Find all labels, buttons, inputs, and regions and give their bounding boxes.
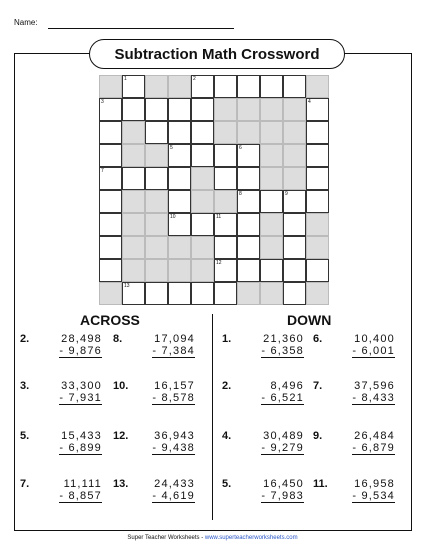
grid-cell[interactable]: [214, 259, 237, 282]
minuend: 36,943: [154, 430, 195, 442]
clue-number: 10: [170, 214, 176, 220]
down-problem: [222, 478, 304, 506]
subtrahend: - 6,001: [352, 345, 395, 357]
footer: [0, 535, 425, 541]
grid-cell[interactable]: [260, 190, 283, 213]
grid-cell-blocked: [306, 282, 329, 305]
grid-cell-blocked: [122, 213, 145, 236]
minuend: 21,360: [263, 333, 304, 345]
minuend: 11,111: [63, 478, 102, 490]
across-problem: [20, 430, 102, 458]
grid-cell[interactable]: [306, 190, 329, 213]
minuend: 24,433: [154, 478, 195, 490]
problem-number: 8.: [113, 333, 123, 345]
grid-cell[interactable]: [306, 167, 329, 190]
grid-cell[interactable]: [283, 259, 306, 282]
grid-cell[interactable]: [145, 98, 168, 121]
grid-cell[interactable]: [191, 144, 214, 167]
problem-number: 2.: [222, 380, 232, 392]
subtrahend: - 6,521: [261, 392, 304, 404]
footer-text: Super Teacher Worksheets -: [127, 535, 205, 541]
minuend: 8,496: [270, 380, 304, 392]
name-label: Name:: [14, 18, 38, 27]
grid-cell-blocked: [191, 236, 214, 259]
minuend: 16,450: [263, 478, 304, 490]
across-problem: [113, 380, 195, 408]
grid-cell-blocked: [306, 75, 329, 98]
grid-cell-blocked: [145, 213, 168, 236]
grid-cell[interactable]: [122, 75, 145, 98]
subtrahend: - 7,983: [261, 490, 304, 502]
subtrahend: - 9,534: [352, 490, 395, 502]
grid-cell-blocked: [260, 236, 283, 259]
grid-cell[interactable]: [122, 167, 145, 190]
subtrahend: - 8,433: [352, 392, 395, 404]
grid-cell-blocked: [145, 190, 168, 213]
grid-cell-blocked: [237, 121, 260, 144]
grid-cell[interactable]: [214, 236, 237, 259]
clue-number: 12: [216, 260, 222, 266]
grid-cell[interactable]: [306, 259, 329, 282]
grid-cell-blocked: [283, 98, 306, 121]
grid-cell[interactable]: [168, 190, 191, 213]
name-line[interactable]: [48, 28, 234, 29]
grid-cell[interactable]: [168, 121, 191, 144]
problem-number: 7.: [20, 478, 30, 490]
grid-cell[interactable]: [168, 213, 191, 236]
grid-cell[interactable]: [168, 282, 191, 305]
down-problem: [313, 380, 395, 408]
footer-link[interactable]: www.superteacherworksheets.com: [204, 535, 298, 541]
grid-cell-blocked: [283, 167, 306, 190]
subtrahend: - 9,279: [261, 442, 304, 454]
grid-cell[interactable]: [168, 144, 191, 167]
down-problem: [222, 333, 304, 361]
grid-cell[interactable]: [145, 121, 168, 144]
grid-cell[interactable]: [237, 213, 260, 236]
minuend: 37,596: [354, 380, 395, 392]
grid-cell[interactable]: [237, 259, 260, 282]
down-problem: [313, 478, 395, 506]
grid-cell[interactable]: [214, 167, 237, 190]
worksheet-title: Subtraction Math Crossword: [89, 39, 345, 69]
grid-cell-blocked: [145, 75, 168, 98]
grid-cell-blocked: [168, 259, 191, 282]
column-divider: [212, 314, 213, 520]
across-problem: [20, 333, 102, 361]
grid-cell[interactable]: [191, 121, 214, 144]
grid-cell[interactable]: [260, 75, 283, 98]
down-problem: [313, 333, 395, 361]
clue-number: 11: [216, 214, 222, 220]
grid-cell[interactable]: [306, 98, 329, 121]
grid-cell[interactable]: [283, 236, 306, 259]
grid-cell[interactable]: [283, 75, 306, 98]
across-problem: [113, 333, 195, 361]
grid-cell[interactable]: [306, 144, 329, 167]
grid-cell-blocked: [168, 236, 191, 259]
problem-number: 1.: [222, 333, 232, 345]
subtrahend: - 8,578: [152, 392, 195, 404]
grid-cell-blocked: [122, 190, 145, 213]
grid-cell[interactable]: [122, 282, 145, 305]
grid-cell-blocked: [260, 213, 283, 236]
grid-cell-blocked: [191, 259, 214, 282]
clue-number: 6: [239, 145, 242, 151]
clue-number: 9: [285, 191, 288, 197]
across-problem: [113, 478, 195, 506]
down-heading: DOWN: [287, 312, 332, 328]
grid-cell-blocked: [237, 282, 260, 305]
problem-number: 6.: [313, 333, 323, 345]
grid-cell-blocked: [306, 236, 329, 259]
problem-number: 10.: [113, 380, 129, 392]
grid-cell-blocked: [145, 236, 168, 259]
down-problem: [222, 380, 304, 408]
subtrahend: - 6,358: [261, 345, 304, 357]
grid-cell[interactable]: [260, 259, 283, 282]
grid-cell[interactable]: [237, 144, 260, 167]
grid-cell[interactable]: [99, 167, 122, 190]
grid-cell-blocked: [122, 121, 145, 144]
subtrahend: - 9,438: [152, 442, 195, 454]
down-problem: [222, 430, 304, 458]
grid-cell[interactable]: [99, 144, 122, 167]
clue-number: 3: [101, 99, 104, 105]
clue-number: 7: [101, 168, 104, 174]
grid-cell[interactable]: [214, 213, 237, 236]
grid-cell-blocked: [260, 121, 283, 144]
problem-number: 11.: [313, 478, 328, 490]
grid-cell-blocked: [191, 167, 214, 190]
grid-cell[interactable]: [306, 121, 329, 144]
grid-cell-blocked: [122, 144, 145, 167]
clue-number: 13: [124, 283, 130, 289]
subtrahend: - 9,876: [59, 345, 102, 357]
minuend: 33,300: [61, 380, 102, 392]
subtrahend: - 7,384: [152, 345, 195, 357]
clue-number: 4: [308, 99, 311, 105]
grid-cell-blocked: [214, 121, 237, 144]
grid-cell[interactable]: [191, 282, 214, 305]
grid-cell[interactable]: [283, 190, 306, 213]
grid-cell[interactable]: [191, 75, 214, 98]
grid-cell-blocked: [283, 144, 306, 167]
problem-number: 3.: [20, 380, 30, 392]
minuend: 15,433: [61, 430, 102, 442]
minuend: 16,958: [354, 478, 395, 490]
grid-cell[interactable]: [214, 144, 237, 167]
subtrahend: - 6,879: [352, 442, 395, 454]
grid-cell-blocked: [99, 75, 122, 98]
grid-cell[interactable]: [237, 190, 260, 213]
subtrahend: - 7,931: [59, 392, 102, 404]
grid-cell-blocked: [260, 167, 283, 190]
grid-cell-blocked: [237, 98, 260, 121]
problem-number: 5.: [20, 430, 30, 442]
across-problem: [20, 380, 102, 408]
grid-cell-blocked: [145, 259, 168, 282]
grid-cell[interactable]: [191, 213, 214, 236]
grid-cell[interactable]: [283, 213, 306, 236]
grid-cell[interactable]: [99, 121, 122, 144]
grid-cell-blocked: [260, 98, 283, 121]
grid-cell[interactable]: [214, 75, 237, 98]
grid-cell[interactable]: [191, 98, 214, 121]
problem-number: 12.: [113, 430, 129, 442]
grid-cell[interactable]: [99, 98, 122, 121]
subtrahend: - 6,899: [59, 442, 102, 454]
across-problem: [113, 430, 195, 458]
grid-cell[interactable]: [99, 190, 122, 213]
grid-cell[interactable]: [99, 213, 122, 236]
grid-cell[interactable]: [283, 282, 306, 305]
grid-cell-blocked: [306, 213, 329, 236]
grid-cell[interactable]: [237, 167, 260, 190]
grid-cell-blocked: [99, 282, 122, 305]
minuend: 26,484: [354, 430, 395, 442]
subtrahend: - 8,857: [59, 490, 102, 502]
problem-number: 13.: [113, 478, 129, 490]
problem-number: 9.: [313, 430, 323, 442]
grid-cell-blocked: [168, 75, 191, 98]
grid-cell-blocked: [260, 282, 283, 305]
grid-cell[interactable]: [99, 259, 122, 282]
grid-cell[interactable]: [168, 98, 191, 121]
problem-number: 4.: [222, 430, 232, 442]
grid-cell-blocked: [145, 144, 168, 167]
grid-cell-blocked: [214, 98, 237, 121]
grid-cell[interactable]: [145, 167, 168, 190]
grid-cell-blocked: [260, 144, 283, 167]
grid-cell-blocked: [122, 236, 145, 259]
problem-number: 2.: [20, 333, 30, 345]
clue-number: 5: [170, 145, 173, 151]
grid-cell[interactable]: [145, 282, 168, 305]
grid-cell-blocked: [122, 259, 145, 282]
problem-number: 5.: [222, 478, 232, 490]
down-problem: [313, 430, 395, 458]
grid-cell[interactable]: [99, 236, 122, 259]
minuend: 16,157: [154, 380, 195, 392]
grid-cell[interactable]: [122, 98, 145, 121]
grid-cell-blocked: [283, 121, 306, 144]
minuend: 30,489: [263, 430, 304, 442]
minuend: 28,498: [61, 333, 102, 345]
crossword-grid: [99, 75, 329, 305]
grid-cell[interactable]: [237, 236, 260, 259]
clue-number: 2: [193, 76, 196, 82]
subtrahend: - 4,619: [152, 490, 195, 502]
across-problem: [20, 478, 102, 506]
minuend: 17,094: [154, 333, 195, 345]
grid-cell[interactable]: [168, 167, 191, 190]
clue-number: 1: [124, 76, 127, 82]
grid-cell[interactable]: [214, 282, 237, 305]
grid-cell-blocked: [191, 190, 214, 213]
minuend: 10,400: [354, 333, 395, 345]
problem-number: 7.: [313, 380, 323, 392]
grid-cell-blocked: [214, 190, 237, 213]
grid-cell[interactable]: [237, 75, 260, 98]
clue-number: 8: [239, 191, 242, 197]
across-heading: ACROSS: [80, 312, 140, 328]
